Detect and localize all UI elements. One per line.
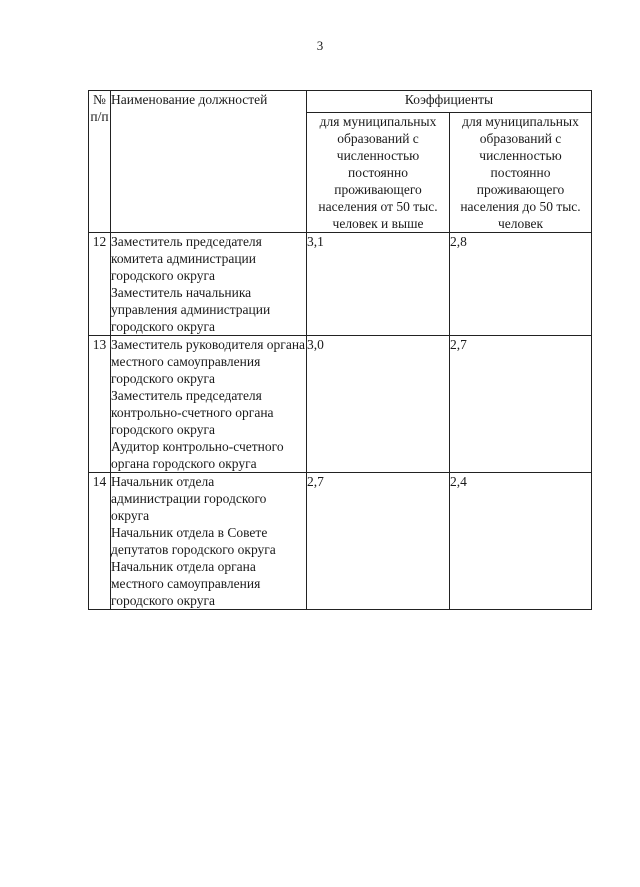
table-row	[89, 336, 592, 473]
table-header-row	[89, 91, 592, 113]
position-name: Начальник отдела администрации городского округа	[111, 474, 267, 523]
position-names	[111, 336, 307, 473]
row-number: 12	[89, 233, 111, 336]
table-row	[89, 473, 592, 610]
header-number: № п/п	[89, 91, 111, 233]
header-over-50k: для муниципальных образований с численностью постоянно проживающего населения от 50 тыс. человек и выше	[307, 113, 450, 233]
position-name: Заместитель председателя комитета администрации городского округа	[111, 234, 262, 283]
position-name: Заместитель председателя контрольно-счетного органа городского округа	[111, 388, 274, 437]
page-number: 3	[316, 38, 324, 53]
header-under-50k: для муниципальных образований с численностью постоянно проживающего населения до 50 тыс. человек	[450, 113, 592, 233]
table-row	[89, 233, 592, 336]
coefficients-table	[88, 90, 592, 610]
coefficient-over-50k: 3,0	[307, 336, 450, 473]
position-name: Начальник отдела в Совете депутатов городского округа	[111, 525, 276, 557]
position-names	[111, 233, 307, 336]
coefficient-under-50k: 2,4	[450, 473, 592, 610]
header-position-name: Наименование должностей	[111, 91, 307, 233]
position-name: Аудитор контрольно-счетного органа городского округа	[111, 439, 284, 471]
coefficient-over-50k: 2,7	[307, 473, 450, 610]
header-coefficients: Коэффициенты	[307, 91, 592, 113]
coefficient-over-50k: 3,1	[307, 233, 450, 336]
row-number: 13	[89, 336, 111, 473]
position-name: Заместитель руководителя органа местного самоуправления городского округа	[111, 337, 306, 386]
position-name: Начальник отдела органа местного самоуправления городского округа	[111, 559, 261, 608]
coefficient-under-50k: 2,7	[450, 336, 592, 473]
row-number: 14	[89, 473, 111, 610]
position-name: Заместитель начальника управления администрации городского округа	[111, 285, 271, 334]
position-names	[111, 473, 307, 610]
coefficient-under-50k: 2,8	[450, 233, 592, 336]
